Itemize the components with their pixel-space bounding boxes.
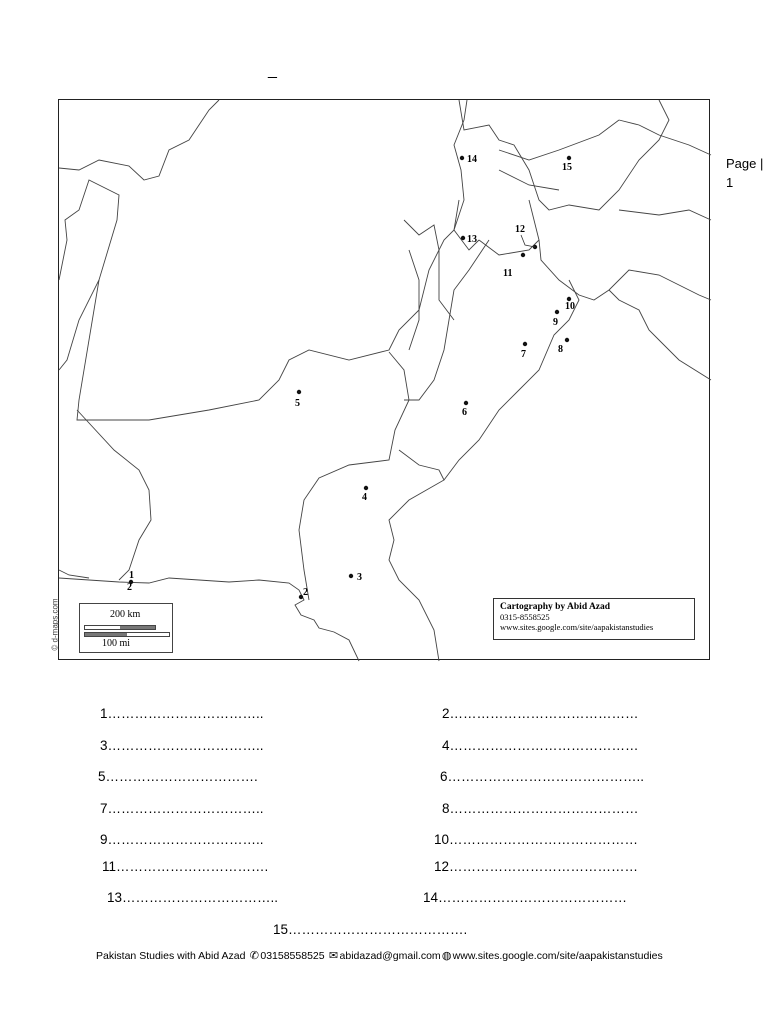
marker-label-3: 3 xyxy=(357,572,362,583)
marker-dot-6 xyxy=(464,401,468,405)
answer-line-2: 2…………………………………… xyxy=(442,706,639,721)
scale-km-bar xyxy=(84,625,156,630)
boundary-gb-inner xyxy=(499,120,619,190)
map-watermark: © d-maps.com xyxy=(50,598,60,651)
answer-line-4: 4…………………………………… xyxy=(442,738,639,753)
marker-label-12: 12 xyxy=(515,224,525,235)
scale-km-label: 200 km xyxy=(110,609,141,620)
scale-bar xyxy=(79,603,173,653)
phone-icon: ✆ xyxy=(249,950,259,962)
footer-text: Pakistan Studies with Abid Azad xyxy=(96,950,246,962)
boundary-iran-pak xyxy=(77,410,151,580)
marker-label-8: 8 xyxy=(558,344,563,355)
footer xyxy=(96,949,663,962)
marker-dot-4 xyxy=(364,486,368,490)
boundary-india-east xyxy=(609,290,711,380)
marker-label-6: 6 xyxy=(462,407,467,418)
answer-line-13: 13…………………………….. xyxy=(107,890,279,905)
outline-map xyxy=(50,99,710,660)
answer-line-11: 11……………………………. xyxy=(102,859,269,874)
boundary-afghanistan-north xyxy=(59,100,219,180)
page-number-value: 1 xyxy=(726,175,734,190)
header-dash: _ xyxy=(268,62,277,79)
boundary-gb xyxy=(459,100,669,210)
scale-mi-label: 100 mi xyxy=(102,638,131,649)
footer-email: abidazad@gmail.com xyxy=(339,950,441,962)
page-label-text: Page | xyxy=(726,156,764,171)
marker-dot-3 xyxy=(349,574,353,578)
boundary-afg-pak-west xyxy=(77,100,467,420)
credit-title: Cartography by Abid Azad xyxy=(500,602,611,612)
marker-label-2: 2 xyxy=(303,587,308,598)
credit-site: www.sites.google.com/site/aapakistanstudies xyxy=(500,622,654,632)
boundary-kashmir xyxy=(529,200,711,300)
scale-mi-bar xyxy=(84,632,170,637)
marker-label-10: 10 xyxy=(565,301,575,312)
answer-line-6: 6…………………………………….. xyxy=(440,769,645,784)
marker-dot-5 xyxy=(297,390,301,394)
marker-dot-9 xyxy=(555,310,559,314)
marker-label-1: 1 xyxy=(129,570,134,581)
email-icon: ✉ xyxy=(328,950,339,962)
answer-line-15: 15…………………………………. xyxy=(273,922,468,937)
boundary-balochistan-sindh xyxy=(299,352,409,600)
marker-dot-7 xyxy=(523,342,527,346)
coastline-gulf xyxy=(59,570,89,578)
marker-label-15: 15 xyxy=(562,162,572,173)
answer-line-5: 5……………………………. xyxy=(98,769,258,784)
map-svg xyxy=(59,100,711,661)
marker-label-4: 4 xyxy=(362,492,367,503)
cartography-credit xyxy=(493,598,695,640)
answer-line-7: 7…………………………….. xyxy=(100,801,264,816)
marker-dot-15 xyxy=(567,156,571,160)
marker-label-9: 9 xyxy=(553,317,558,328)
marker-dot-8 xyxy=(565,338,569,342)
marker-dot-13 xyxy=(461,236,465,240)
marker-label-2a: 2 xyxy=(127,582,132,593)
boundary-sindh-punjab xyxy=(389,450,444,661)
marker-label-11: 11 xyxy=(503,268,513,279)
answer-line-12: 12…………………………………… xyxy=(434,859,639,874)
marker-dot-14 xyxy=(460,156,464,160)
footer-phone: 03158558525 xyxy=(260,950,325,962)
boundary-kp-inner xyxy=(409,240,539,350)
globe-icon: ◍ xyxy=(441,950,452,962)
marker-label-5: 5 xyxy=(295,398,300,409)
boundary-punjab-india xyxy=(444,280,579,480)
marker-dot-11 xyxy=(521,253,525,257)
credit-phone: 0315-8558525 xyxy=(500,612,550,622)
marker-label-13: 13 xyxy=(467,234,477,245)
answer-line-1: 1…………………………….. xyxy=(100,706,264,721)
footer-site: www.sites.google.com/site/aapakistanstudies xyxy=(452,950,663,962)
marker-label-7: 7 xyxy=(521,349,526,360)
answer-line-14: 14…………………………………… xyxy=(423,890,628,905)
marker-label-14: 14 xyxy=(467,154,477,165)
answer-line-3: 3…………………………….. xyxy=(100,738,264,753)
answer-line-8: 8…………………………………… xyxy=(442,801,639,816)
answer-line-9: 9…………………………….. xyxy=(100,832,264,847)
page-number xyxy=(726,154,763,192)
leader-line-12 xyxy=(521,235,535,247)
boundary-punjab-kp xyxy=(404,240,489,400)
answer-line-10: 10…………………………………… xyxy=(434,832,639,847)
